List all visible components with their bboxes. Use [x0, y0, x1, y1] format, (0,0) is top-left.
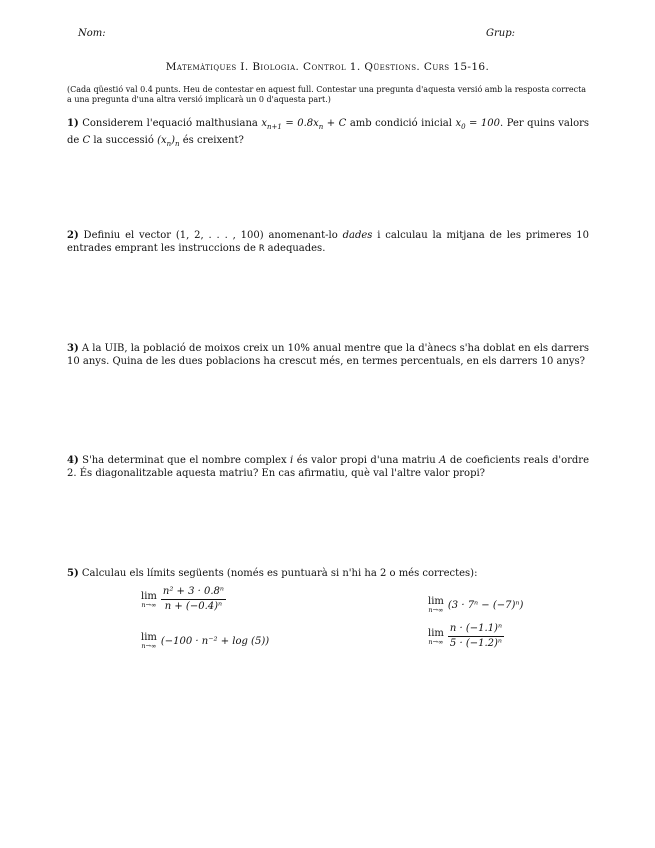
variable-A: A — [439, 455, 447, 466]
fraction: $\frac{\text{n² + 3 · 0.8ⁿ}}{\text{n + (−0.4)ⁿ}}$ — [162, 586, 224, 612]
exam-title: Matemàtiques I. Biologia. Control 1. Qüestions. Curs 15-16. — [165, 61, 490, 73]
question-text: Considerem l'equació malthusiana — [82, 118, 258, 129]
question-text: . Per quins valors de — [67, 118, 590, 146]
question-number: 2) — [67, 230, 79, 241]
question-text: adequades. — [267, 243, 326, 254]
variable-i: i — [290, 455, 294, 466]
variable-C: C — [82, 135, 91, 146]
question-2 — [67, 229, 589, 256]
question-text: A la UIB, la població de moixos creix un 10% anual mentre que la d'ànecs s'ha doblat en els darrers 10 anys. Quina de les dues poblacions ha crescut més, en termes percentuals, en els darrers 10 anys? — [67, 343, 589, 367]
question-5 — [67, 567, 589, 580]
question-text: S'ha determinat que el nombre complex — [82, 455, 287, 466]
limit-4 — [428, 623, 504, 650]
fraction: $\frac{\text{n · (−1.1)ⁿ}}{\text{5 · (−1.2)ⁿ}}$ — [449, 623, 503, 649]
variable-name: dades — [342, 230, 373, 241]
question-text: és creixent? — [182, 135, 244, 146]
limit-2: lim n→∞ (3 · 7ⁿ − (−7)ⁿ) — [428, 596, 524, 614]
lim-operator: lim n→∞ — [428, 627, 444, 646]
question-number: 3) — [67, 343, 79, 354]
name-label: Nom: — [78, 28, 106, 39]
question-text: amb condició inicial — [349, 118, 452, 129]
initial-condition: $x_0 = 100$ — [455, 118, 501, 131]
code-R: R — [259, 244, 265, 254]
group-label: Grup: — [486, 28, 515, 39]
question-text: Calculau els límits següents (només es puntuarà si n'hi ha 2 o més correctes): — [81, 568, 478, 579]
question-1 — [67, 117, 589, 151]
lim-operator: lim n→∞ — [141, 632, 157, 650]
limit-3: lim n→∞ (−100 · n⁻² + log (5)) — [141, 632, 270, 650]
limit-1 — [141, 586, 226, 613]
lim-operator: lim n→∞ — [141, 590, 157, 609]
question-text: la successió — [93, 135, 154, 146]
question-3 — [67, 342, 589, 368]
instructions-note: (Cada qüestió val 0.4 punts. Heu de contestar en aquest full. Contestar una pregunta d'aquesta versió amb la resposta correcta a una pregunta d'una altra versió implicarà un 0 d'aquesta part.) — [67, 85, 587, 104]
question-text: i calculau la mitjana de les primeres 10 entrades emprant les instruccions de — [67, 230, 589, 254]
lim-operator: lim n→∞ — [428, 596, 444, 614]
question-text: anomenant-lo — [268, 230, 338, 241]
question-number: 5) — [67, 568, 79, 579]
question-text: de coeficients reals d'ordre 2. És diagonalitzable aquesta matriu? En cas afirmatiu, què val l'altre valor propi? — [67, 455, 590, 479]
question-text: és valor propi d'una matriu — [296, 455, 436, 466]
question-text: Definiu el vector — [83, 230, 172, 241]
question-number: 4) — [67, 455, 79, 466]
question-4 — [67, 454, 589, 480]
question-number: 1) — [67, 118, 79, 129]
sequence: $(x_n)_n$ — [157, 135, 180, 148]
equation: $x_{n+1} = 0.8x_n + C$ — [261, 118, 347, 131]
vector: (1, 2, . . . , 100) — [175, 230, 264, 241]
